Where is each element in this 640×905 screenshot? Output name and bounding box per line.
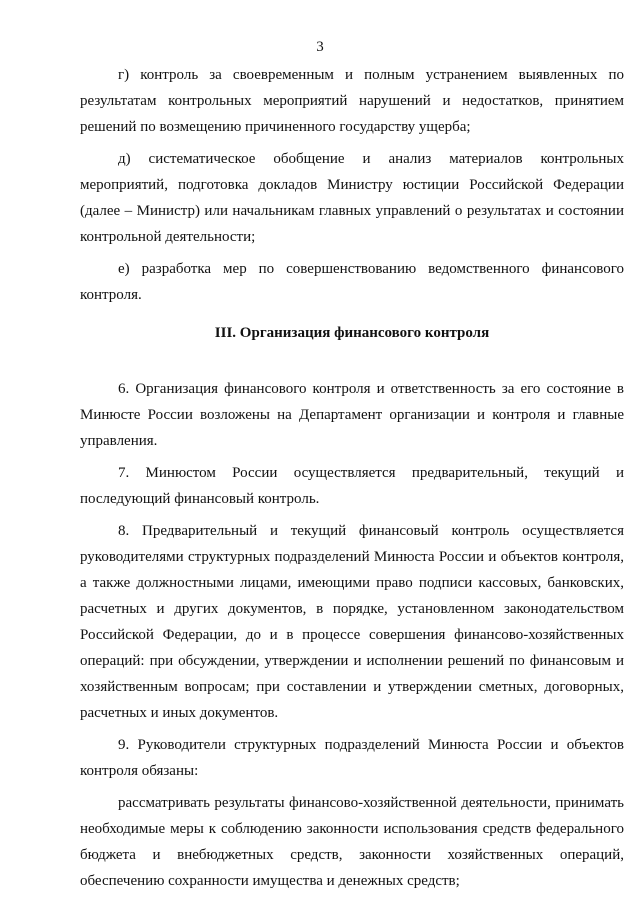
paragraph-8: 8. Предварительный и текущий финансовый контроль осуществляется руководителями структурных подразделений Минюста России и объектов контроля, а также должностными лицами, имеющими право подписи кассовых, банковских, расчетных и других документов, в порядке, установленном законодательством Российской Федерации, до и в процессе совершения финансово-хозяйственных операций: при обсуждении, утверждении и исполнении решений по финансовым и хозяйственным вопросам; при составлении и утверждении сметных, договорных, расчетных и иных документов. <box>80 523 624 721</box>
paragraph-item-d: д) систематическое обобщение и анализ материалов контрольных мероприятий, подготовка докладов Министру юстиции Российской Федерации (далее – Министр) или начальникам главных управлений о результатах и состоянии контрольной деятельности; <box>80 151 624 245</box>
paragraph-9-duty: рассматривать результаты финансово-хозяйственной деятельности, принимать необходимые меры к соблюдению законности использования средств федерального бюджета и внебюджетных средств, законности хозяйственных операций, обеспечению сохранности имущества и денежных средств; <box>80 795 624 889</box>
section-heading: III. Организация финансового контроля <box>214 325 490 341</box>
paragraph-item-e: е) разработка мер по совершенствованию ведомственного финансового контроля. <box>80 261 624 303</box>
paragraph-6: 6. Организация финансового контроля и ответственность за его состояние в Минюсте России возложены на Департамент организации и контроля и главные управления. <box>80 381 624 449</box>
paragraph-item-g: г) контроль за своевременным и полным устранением выявленных по результатам контрольных мероприятий нарушений и недостатков, принятием решений по возмещению причиненного государству ущерба; <box>80 67 624 135</box>
paragraph-7: 7. Минюстом России осуществляется предварительный, текущий и последующий финансовый контроль. <box>80 465 624 507</box>
paragraph-9: 9. Руководители структурных подразделений Минюста России и объектов контроля обязаны: <box>80 737 624 779</box>
document-body <box>80 62 624 894</box>
page-number: 3 <box>316 39 324 55</box>
